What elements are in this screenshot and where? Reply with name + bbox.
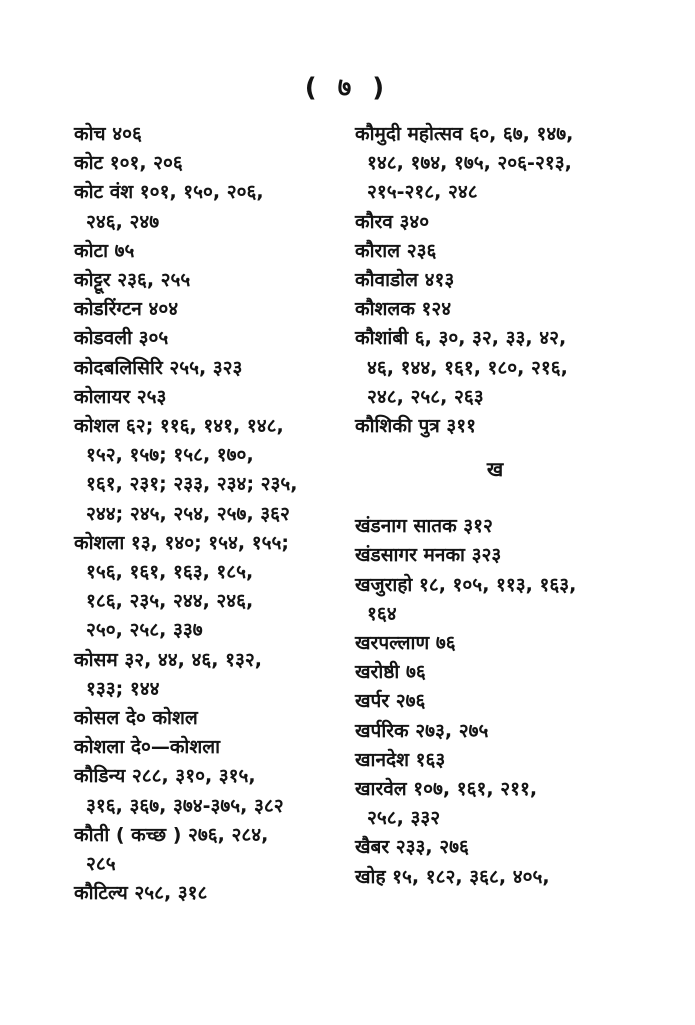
entry-line: कोसम ३२, ४४, ४६, १३२,	[74, 648, 262, 671]
entry-line: ४६, १४४, १६१, १८०, २१६,	[367, 356, 568, 379]
entry-line: १८६, २३५, २४४, २४६,	[86, 590, 254, 613]
entry-line: कौशलक १२४	[355, 298, 452, 321]
index-entry	[74, 120, 354, 149]
index-entry	[355, 541, 635, 570]
entry-line: कौती ( कच्छ ) २७६, २८४,	[74, 823, 269, 846]
index-entry	[74, 704, 354, 733]
entry-line: खर्परिक २७३, २७५	[355, 719, 489, 742]
entry-line: १४८, १७४, १७५, २०६-२१३,	[367, 152, 572, 175]
index-entry	[74, 266, 354, 295]
entry-line: कौवाडोल ४१३	[355, 269, 455, 292]
entry-line: १६१, २३१; २३३, २३४; २३५,	[86, 473, 298, 496]
entry-line: कोदबलिसिरि २५५, ३२३	[74, 356, 243, 379]
index-entry	[355, 412, 635, 441]
index-entry	[355, 717, 635, 746]
entry-line: कोडवली ३०५	[74, 327, 169, 350]
entry-line: १५६, १६१, १६३, १८५,	[86, 561, 254, 584]
entry-line: २४८, २५८, २६३	[367, 385, 484, 408]
entry-line: कोच ४०६	[74, 123, 142, 145]
index-entry	[74, 733, 354, 762]
entry-line: १५२, १५७; १५८, १७०,	[86, 444, 254, 467]
entry-line: खैबर २३३, २७६	[355, 836, 469, 859]
index-entry	[74, 646, 354, 704]
index-entry	[355, 833, 635, 862]
index-entry	[355, 208, 635, 237]
entry-line: खोह १५, १८२, ३६८, ४०५,	[355, 865, 550, 888]
entry-line: १६४	[367, 602, 397, 625]
entry-line: खंडसागर मनका ३२३	[355, 544, 502, 567]
entry-line: कौराल २३६	[355, 239, 437, 262]
entry-line: कोशला दे०—कोशला	[74, 736, 221, 759]
entry-line: २५८, ३३२	[367, 807, 441, 830]
entry-line: कौरव ३४०	[355, 210, 430, 233]
entry-line: कौटिल्य २५८, ३१८	[74, 882, 208, 905]
entry-line: खंडनाग सातक ३१२	[355, 515, 493, 538]
index-entry	[74, 178, 354, 236]
page-number: ( ७ )	[304, 73, 391, 103]
entry-line: कौमुदी महोत्सव ६०, ६७, १४७,	[355, 123, 574, 145]
index-entry	[355, 266, 635, 295]
index-entry	[74, 821, 354, 879]
index-entry	[355, 324, 635, 412]
entry-line: खजुराहो १८, १०५, ११३, १६३,	[355, 573, 577, 596]
entry-line: १३३; १४४	[86, 677, 160, 700]
entry-line: २४४; २४५, २५४, २५७, ३६२	[86, 502, 290, 525]
index-entry	[74, 354, 354, 383]
index-entry	[355, 746, 635, 775]
index-entry	[74, 383, 354, 412]
entry-line: कोशला १३, १४०; १५४, १५५;	[74, 531, 290, 554]
entry-line: कोट १०१, २०६	[74, 152, 183, 175]
entry-line: कौशिकी पुत्र ३११	[355, 415, 477, 438]
index-entry	[355, 120, 635, 208]
entry-line: खरोष्ठी ७६	[355, 661, 426, 684]
entry-line: कोट्टूर २३६, २५५	[74, 269, 191, 292]
index-entry	[355, 629, 635, 658]
entry-line: खरपल्लाण ७६	[355, 632, 456, 655]
index-entry	[74, 412, 354, 529]
index-entry	[74, 324, 354, 353]
index-entry	[355, 775, 635, 833]
entry-line: कोडरिंग्टन ४०४	[74, 298, 179, 321]
section-heading-kha: ख	[486, 457, 504, 482]
entry-line: कोट वंश १०१, १५०, २०६,	[74, 181, 264, 204]
entry-line: २८५	[86, 853, 116, 876]
entry-line: कोटा ७५	[74, 239, 135, 262]
index-column-left	[74, 120, 354, 908]
entry-line: खर्पर २७६	[355, 690, 426, 713]
entry-line: २१५-२१८, २४८	[367, 181, 478, 204]
entry-line: २५०, २५८, ३३७	[86, 619, 203, 642]
index-column-right	[355, 120, 635, 892]
entry-line: कोशल ६२; ११६, १४१, १४८,	[74, 415, 284, 438]
entry-line: कौडिन्य २८८, ३१०, ३१५,	[74, 765, 256, 788]
index-entry	[74, 529, 354, 646]
index-entry	[74, 149, 354, 178]
index-entry	[74, 295, 354, 324]
index-entry	[355, 658, 635, 687]
index-entry	[355, 571, 635, 629]
index-entry	[355, 687, 635, 716]
index-entry	[74, 237, 354, 266]
index-entry	[355, 512, 635, 541]
entry-line: २४६, २४७	[86, 210, 160, 233]
entry-line: कोलायर २५३	[74, 385, 167, 408]
entry-line: ३१६, ३६७, ३७४-३७५, ३८२	[86, 794, 284, 817]
entry-line: कौशांबी ६, ३०, ३२, ३३, ४२,	[355, 327, 567, 350]
entry-line: कोसल दे० कोशल	[74, 707, 198, 730]
entry-line: खानदेश १६३	[355, 748, 446, 771]
index-entry	[74, 879, 354, 908]
index-entry	[74, 762, 354, 820]
index-entry	[355, 237, 635, 266]
entry-line: खारवेल १०७, १६१, २११,	[355, 778, 538, 801]
index-entry	[355, 863, 635, 892]
index-entry	[355, 295, 635, 324]
